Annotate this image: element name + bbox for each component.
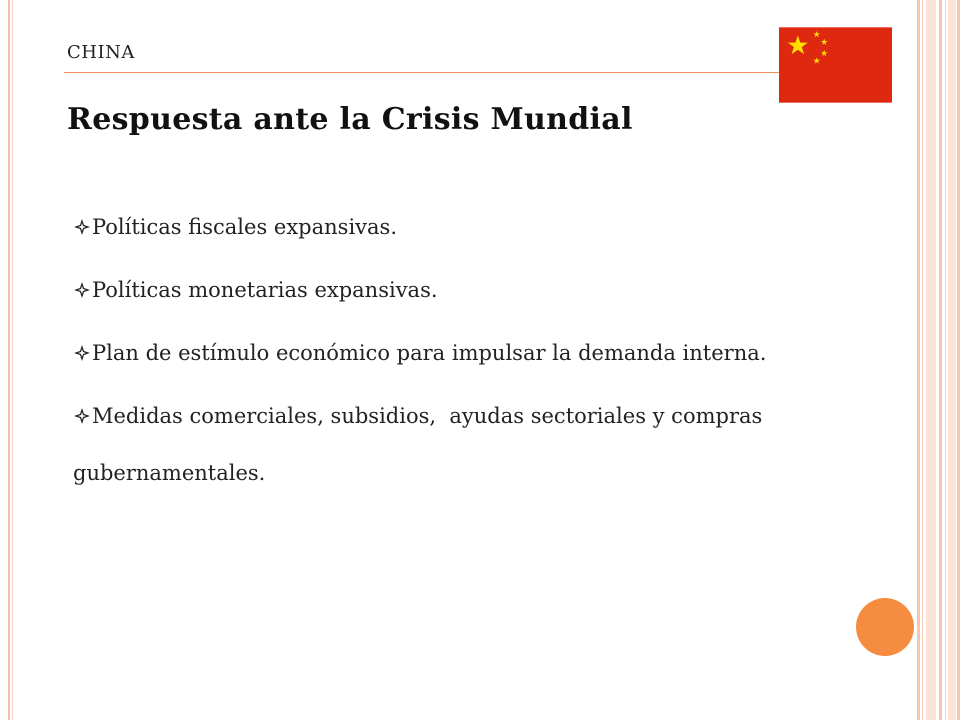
diamond-bullet-icon <box>74 408 90 424</box>
bullet-text: Políticas fiscales expansivas. <box>92 215 397 239</box>
list-item <box>74 196 894 259</box>
decorative-circle <box>856 598 914 656</box>
right-decorative-stripes <box>917 0 960 720</box>
bullet-text: Medidas comerciales, subsidios, ayudas sectoriales y compras <box>92 404 763 428</box>
bullet-text: Políticas monetarias expansivas. <box>92 278 438 302</box>
china-flag-icon <box>779 27 892 103</box>
list-item <box>74 322 894 385</box>
list-item <box>74 385 894 448</box>
left-border-stripe-thin <box>12 0 13 720</box>
bullet-list <box>74 196 894 448</box>
bullet-continuation-text: gubernamentales. <box>73 461 266 485</box>
diamond-bullet-icon <box>74 345 90 361</box>
diamond-bullet-icon <box>74 219 90 235</box>
list-item <box>74 259 894 322</box>
section-label: CHINA <box>67 42 135 63</box>
left-border-stripe <box>8 0 10 720</box>
slide-title: Respuesta ante la Crisis Mundial <box>67 102 633 137</box>
bullet-text: Plan de estímulo económico para impulsar la demanda interna. <box>92 341 767 365</box>
header-rule <box>64 72 780 73</box>
diamond-bullet-icon <box>74 282 90 298</box>
